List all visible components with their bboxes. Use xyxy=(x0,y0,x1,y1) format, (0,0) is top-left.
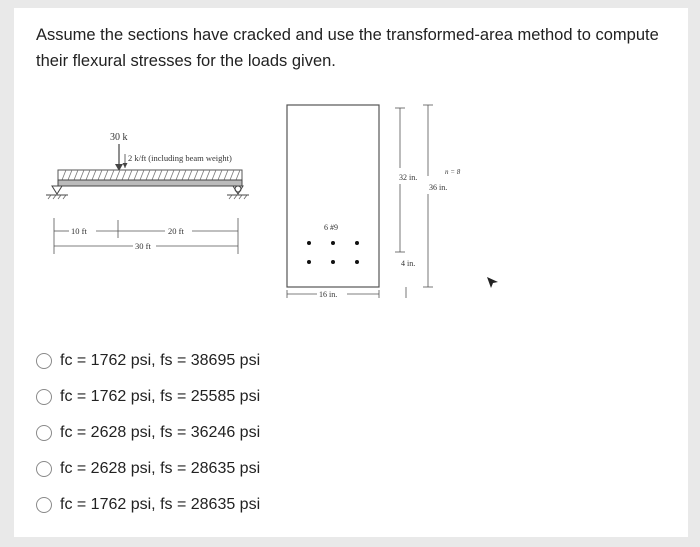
radio-button[interactable] xyxy=(36,389,52,405)
question-card xyxy=(14,8,688,537)
option-label: fc = 2628 psi, fs = 28635 psi xyxy=(60,460,261,477)
dim-30ft: 30 ft xyxy=(135,241,151,251)
width-label: 16 in. xyxy=(319,290,338,299)
mouse-cursor-icon xyxy=(486,276,500,292)
radio-button[interactable] xyxy=(36,425,52,441)
option-label: fc = 1762 psi, fs = 25585 psi xyxy=(60,388,261,405)
option-5[interactable] xyxy=(36,487,260,523)
radio-button[interactable] xyxy=(36,461,52,477)
point-load-label: 30 k xyxy=(110,132,128,143)
dim-10ft: 10 ft xyxy=(71,226,87,236)
distributed-load-label: 2 k/ft (including beam weight) xyxy=(128,153,232,163)
option-2[interactable] xyxy=(36,379,260,415)
section-outline xyxy=(287,105,379,287)
modular-ratio-label: n = 8 xyxy=(445,168,461,176)
d-label: 32 in. xyxy=(399,173,418,182)
h-label: 36 in. xyxy=(429,183,448,192)
dim-20ft: 20 ft xyxy=(168,226,184,236)
question-text: Assume the sections have cracked and use the transformed-area method to compute their flexural stresses for the loads given. xyxy=(36,26,659,70)
bar-label: 6 #9 xyxy=(324,223,338,232)
option-4[interactable] xyxy=(36,451,260,487)
option-label: fc = 1762 psi, fs = 28635 psi xyxy=(60,496,261,513)
left-support xyxy=(52,186,62,194)
option-label: fc = 2628 psi, fs = 36246 psi xyxy=(60,424,261,441)
radio-button[interactable] xyxy=(36,353,52,369)
option-3[interactable] xyxy=(36,415,260,451)
beam xyxy=(58,180,242,186)
answer-options xyxy=(36,343,260,523)
problem-figure xyxy=(14,8,688,328)
option-label: fc = 1762 psi, fs = 38695 psi xyxy=(60,352,261,369)
cover-label: 4 in. xyxy=(401,259,416,268)
option-1[interactable] xyxy=(36,343,260,379)
radio-button[interactable] xyxy=(36,497,52,513)
depth-dimensions xyxy=(395,105,433,298)
